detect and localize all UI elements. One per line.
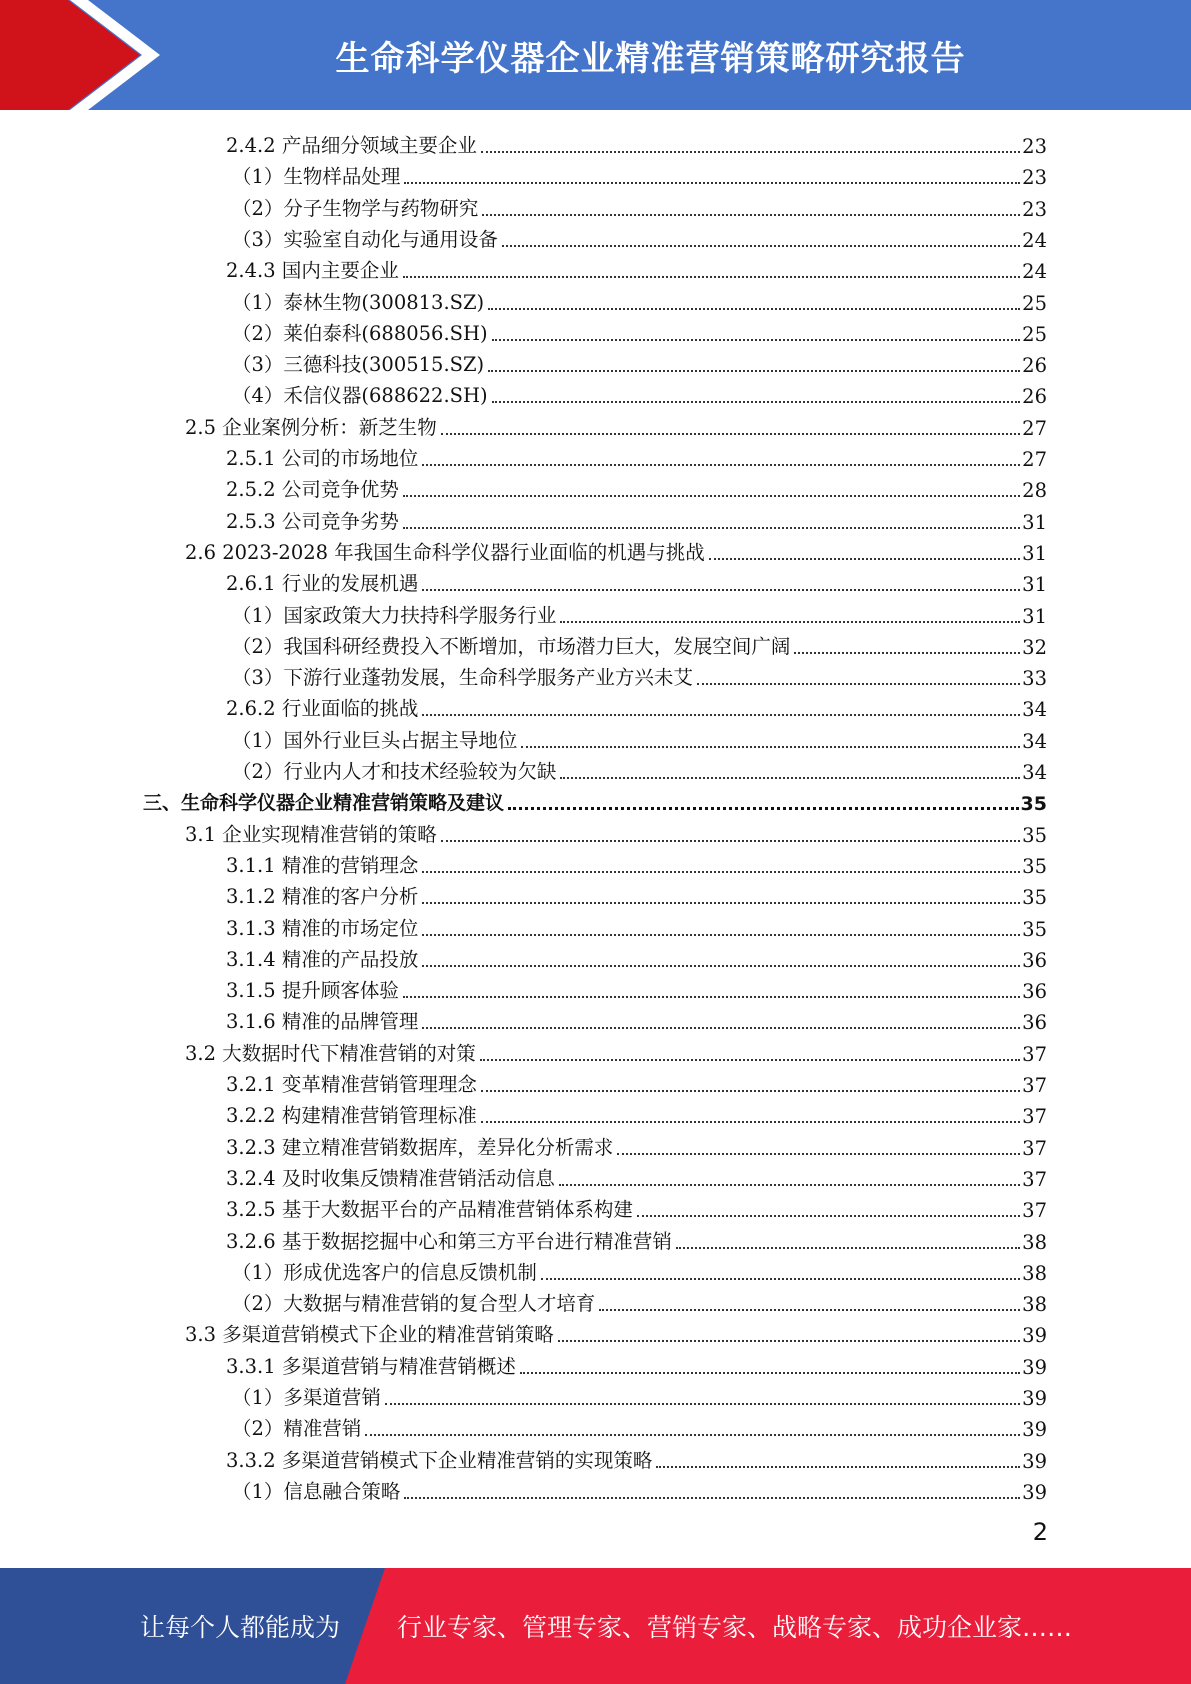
- toc-dot-leader: [560, 620, 1020, 623]
- toc-entry-label: 3.2.1 变革精准营销管理理念: [226, 1073, 477, 1096]
- toc-dot-leader: [404, 1496, 1020, 1499]
- toc-dot-leader: [599, 1308, 1020, 1311]
- toc-entry-page: 39: [1022, 1480, 1047, 1504]
- toc-entry[interactable]: [226, 847, 1047, 878]
- toc-entry[interactable]: [232, 158, 1047, 189]
- toc-entry-label: 2.5 企业案例分析：新芝生物: [185, 415, 437, 439]
- toc-entry-page: 39: [1022, 1387, 1047, 1410]
- toc-entry-label: 2.6.1 行业的发展机遇: [226, 572, 419, 596]
- toc-dot-leader: [697, 682, 1020, 685]
- toc-entry-label: （3）实验室自动化与通用设备: [232, 227, 498, 251]
- toc-entry-page: 38: [1022, 1261, 1047, 1285]
- toc-entry-label: 3.2.6 基于数据挖掘中心和第三方平台进行精准营销: [226, 1229, 672, 1253]
- toc-dot-leader: [481, 1089, 1020, 1092]
- toc-entry-label: 3.1.4 精准的产品投放: [226, 947, 419, 971]
- toc-entry-page: 38: [1022, 1293, 1047, 1317]
- toc-entry-label: 2.5.3 公司竞争劣势: [226, 509, 399, 533]
- toc-entry-label: 3.3.1 多渠道营销与精准营销概述: [226, 1354, 516, 1378]
- toc-entry-page: 37: [1022, 1074, 1047, 1097]
- toc-dot-leader: [480, 1058, 1020, 1061]
- toc-dot-leader: [482, 213, 1020, 216]
- toc-entry-page: 36: [1022, 948, 1047, 972]
- toc-entry[interactable]: [226, 1442, 1047, 1473]
- toc-entry-label: 3.1.1 精准的营销理念: [226, 853, 419, 877]
- toc-entry-label: （2）莱伯泰科(688056.SH): [232, 321, 488, 345]
- toc-entry[interactable]: [226, 440, 1047, 471]
- toc-entry-label: 3.1.2 精准的客户分析: [226, 885, 419, 909]
- toc-entry[interactable]: [232, 190, 1047, 221]
- page-footer: [0, 1568, 1191, 1684]
- header-red-arrow-decoration: [0, 0, 140, 110]
- toc-dot-leader: [617, 1152, 1020, 1155]
- toc-entry-page: 27: [1022, 416, 1047, 440]
- toc-dot-leader: [403, 494, 1020, 497]
- toc-entry[interactable]: [226, 1191, 1047, 1222]
- toc-entry[interactable]: [226, 1097, 1047, 1128]
- toc-entry-page: 39: [1022, 1324, 1047, 1348]
- toc-entry-page: 33: [1022, 667, 1047, 691]
- toc-entry-page: 39: [1022, 1418, 1047, 1442]
- toc-entry-page: 34: [1022, 761, 1047, 784]
- toc-dot-leader: [637, 1214, 1020, 1217]
- toc-entry-label: 2.6.2 行业面临的挑战: [226, 697, 419, 721]
- toc-dot-leader: [422, 713, 1020, 716]
- toc-entry-label: 3.1.5 提升顾客体验: [226, 979, 399, 1003]
- toc-dot-leader: [709, 557, 1020, 560]
- toc-entry-page: 31: [1022, 510, 1047, 534]
- toc-dot-leader: [558, 1339, 1020, 1342]
- toc-entry-label: （1）泰林生物(300813.SZ): [232, 290, 485, 314]
- toc-entry[interactable]: [232, 221, 1047, 252]
- toc-entry-label: （2）行业内人才和技术经验较为欠缺: [232, 760, 557, 783]
- toc-dot-leader: [422, 933, 1020, 936]
- toc-dot-leader: [422, 588, 1020, 591]
- toc-entry-page: 37: [1022, 1136, 1047, 1160]
- toc-dot-leader: [403, 995, 1020, 998]
- toc-entry[interactable]: [226, 1223, 1047, 1254]
- toc-entry-page: 23: [1022, 135, 1047, 158]
- toc-dot-leader: [481, 150, 1020, 153]
- toc-entry-label: 3.2.5 基于大数据平台的产品精准营销体系构建: [226, 1198, 633, 1222]
- toc-entry-page: 25: [1022, 322, 1047, 346]
- toc-entry[interactable]: [226, 503, 1047, 534]
- toc-dot-leader: [488, 369, 1020, 372]
- page-header: [0, 0, 1191, 110]
- toc-dot-leader: [365, 1433, 1020, 1436]
- toc-dot-leader: [521, 745, 1020, 748]
- toc-entry[interactable]: [226, 1066, 1047, 1097]
- toc-entry-label: （1）国家政策大力扶持科学服务行业: [232, 603, 557, 627]
- toc-entry-label: （2）精准营销: [232, 1417, 362, 1441]
- toc-entry-page: 28: [1022, 479, 1047, 503]
- toc-entry[interactable]: [226, 127, 1047, 158]
- toc-entry-label: （2）分子生物学与药物研究: [232, 196, 479, 220]
- toc-entry-label: 3.2.2 构建精准营销管理标准: [226, 1104, 477, 1128]
- page-number: 2: [1032, 1518, 1048, 1546]
- toc-entry-label: （2）我国科研经费投入不断增加，市场潜力巨大，发展空间广阔: [232, 634, 791, 658]
- toc-entry-page: 35: [1020, 793, 1047, 816]
- toc-dot-leader: [794, 651, 1020, 654]
- toc-entry[interactable]: [185, 534, 1047, 565]
- toc-entry[interactable]: [226, 690, 1047, 721]
- toc-entry[interactable]: [232, 377, 1047, 408]
- toc-entry-label: （1）多渠道营销: [232, 1386, 381, 1409]
- toc-entry-label: 3.1 企业实现精准营销的策略: [185, 822, 437, 846]
- toc-entry-page: 26: [1022, 354, 1047, 378]
- toc-entry-page: 25: [1022, 291, 1047, 315]
- toc-entry-page: 35: [1022, 886, 1047, 910]
- toc-entry-page: 31: [1022, 573, 1047, 597]
- toc-entry-page: 37: [1022, 1105, 1047, 1129]
- toc-dot-leader: [422, 1026, 1020, 1029]
- toc-entry[interactable]: [226, 878, 1047, 909]
- toc-entry[interactable]: [232, 1473, 1047, 1504]
- toc-dot-leader: [508, 806, 1019, 810]
- footer-slogan-right: 行业专家、管理专家、营销专家、战略专家、成功企业家……: [397, 1613, 1073, 1642]
- toc-entry-label: 2.6 2023-2028 年我国生命科学仪器行业面临的机遇与挑战: [185, 540, 705, 564]
- toc-entry[interactable]: [185, 816, 1047, 847]
- toc-entry[interactable]: [232, 659, 1047, 690]
- toc-dot-leader: [492, 338, 1021, 341]
- toc-entry-label: 3.1.3 精准的市场定位: [226, 916, 419, 940]
- toc-dot-leader: [520, 1371, 1020, 1374]
- toc-entry-label: 3.2.4 及时收集反馈精准营销活动信息: [226, 1166, 555, 1190]
- toc-entry-page: 32: [1022, 635, 1047, 659]
- toc-entry-label: 2.4.3 国内主要企业: [226, 259, 399, 283]
- toc-dot-leader: [422, 901, 1020, 904]
- toc-entry-page: 39: [1022, 1449, 1047, 1473]
- toc-entry[interactable]: [185, 1316, 1047, 1347]
- toc-entry[interactable]: [232, 722, 1047, 753]
- toc-entry-label: （4）禾信仪器(688622.SH): [232, 384, 488, 408]
- toc-entry-page: 23: [1022, 197, 1047, 221]
- toc-entry-page: 35: [1022, 854, 1047, 878]
- toc-entry-label: （1）国外行业巨头占据主导地位: [232, 728, 518, 752]
- toc-entry[interactable]: [232, 597, 1047, 628]
- toc-entry[interactable]: [232, 753, 1047, 784]
- toc-entry[interactable]: [226, 1129, 1047, 1160]
- toc-dot-leader: [492, 400, 1021, 403]
- toc-entry-page: 39: [1022, 1355, 1047, 1379]
- toc-entry-label: 2.4.2 产品细分领域主要企业: [226, 134, 477, 157]
- toc-entry[interactable]: [232, 284, 1047, 315]
- toc-entry[interactable]: [232, 315, 1047, 346]
- toc-entry[interactable]: [232, 1410, 1047, 1441]
- toc-entry-label: 3.3.2 多渠道营销模式下企业精准营销的实现策略: [226, 1448, 653, 1472]
- toc-entry-page: 36: [1022, 1011, 1047, 1035]
- toc-entry-page: 36: [1022, 980, 1047, 1004]
- toc-entry-page: 38: [1022, 1230, 1047, 1254]
- toc-dot-leader: [404, 181, 1020, 184]
- toc-entry[interactable]: [226, 565, 1047, 596]
- toc-entry-page: 26: [1022, 385, 1047, 409]
- toc-entry-label: 2.5.2 公司竞争优势: [226, 478, 399, 502]
- toc-dot-leader: [676, 1246, 1020, 1249]
- toc-dot-leader: [441, 432, 1020, 435]
- toc-entry[interactable]: [226, 1348, 1047, 1379]
- toc-entry[interactable]: [232, 1254, 1047, 1285]
- toc-entry[interactable]: [226, 941, 1047, 972]
- toc-entry-page: 35: [1022, 917, 1047, 941]
- toc-dot-leader: [656, 1465, 1020, 1468]
- toc-entry-page: 24: [1022, 228, 1047, 252]
- toc-entry-page: 23: [1022, 166, 1047, 190]
- toc-dot-leader: [441, 839, 1020, 842]
- toc-entry-label: （1）生物样品处理: [232, 165, 401, 189]
- toc-dot-leader: [541, 1277, 1020, 1280]
- toc-entry-page: 34: [1022, 698, 1047, 722]
- toc-dot-leader: [559, 1183, 1020, 1186]
- toc-dot-leader: [502, 244, 1020, 247]
- toc-entry[interactable]: [226, 1160, 1047, 1191]
- toc-entry-label: 三、生命科学仪器企业精准营销策略及建议: [143, 792, 505, 815]
- toc-entry-label: （2）大数据与精准营销的复合型人才培育: [232, 1292, 596, 1316]
- toc-entry-label: 3.2 大数据时代下精准营销的对策: [185, 1041, 476, 1065]
- toc-dot-leader: [385, 1402, 1020, 1405]
- toc-entry-label: 2.5.1 公司的市场地位: [226, 447, 419, 470]
- toc-entry-page: 27: [1022, 448, 1047, 471]
- toc-entry-label: （1）形成优选客户的信息反馈机制: [232, 1260, 537, 1284]
- toc-dot-leader: [481, 1120, 1020, 1123]
- toc-dot-leader: [488, 307, 1020, 310]
- toc-entry[interactable]: [232, 1285, 1047, 1316]
- report-title: 生命科学仪器企业精准营销策略研究报告: [335, 38, 966, 79]
- toc-entry[interactable]: [143, 784, 1047, 815]
- toc-entry-label: （1）信息融合策略: [232, 1479, 401, 1503]
- toc-entry-page: 37: [1022, 1167, 1047, 1191]
- toc-entry-page: 34: [1022, 729, 1047, 753]
- toc-entry[interactable]: [226, 972, 1047, 1003]
- toc-entry[interactable]: [226, 471, 1047, 502]
- toc-entry-page: 24: [1022, 260, 1047, 284]
- toc-entry[interactable]: [226, 252, 1047, 283]
- toc-entry[interactable]: [226, 910, 1047, 941]
- toc-entry[interactable]: [232, 1379, 1047, 1410]
- toc-dot-leader: [560, 776, 1020, 779]
- toc-dot-leader: [403, 526, 1020, 529]
- toc-dot-leader: [422, 964, 1020, 967]
- toc-entry-label: 3.2.3 建立精准营销数据库，差异化分析需求: [226, 1135, 614, 1159]
- toc-entry[interactable]: [185, 409, 1047, 440]
- toc-dot-leader: [422, 870, 1020, 873]
- toc-entry[interactable]: [232, 346, 1047, 377]
- toc-entry[interactable]: [185, 1035, 1047, 1066]
- toc-entry-label: （3）三德科技(300515.SZ): [232, 353, 485, 377]
- toc-entry-label: （3）下游行业蓬勃发展，生命科学服务产业方兴未艾: [232, 666, 693, 690]
- toc-entry-page: 35: [1022, 823, 1047, 847]
- toc-entry-label: 3.1.6 精准的品牌管理: [226, 1010, 419, 1034]
- toc-entry-page: 37: [1022, 1199, 1047, 1223]
- toc-entry-label: 3.3 多渠道营销模式下企业的精准营销策略: [185, 1323, 554, 1347]
- toc-entry[interactable]: [232, 628, 1047, 659]
- toc-entry-page: 31: [1022, 604, 1047, 628]
- footer-slogan-left: 让每个人都能成为: [140, 1613, 341, 1642]
- toc-entry-page: 37: [1022, 1042, 1047, 1066]
- toc-entry[interactable]: [226, 1003, 1047, 1034]
- toc-entry-page: 31: [1022, 541, 1047, 565]
- toc-dot-leader: [403, 275, 1020, 278]
- toc-dot-leader: [422, 463, 1020, 466]
